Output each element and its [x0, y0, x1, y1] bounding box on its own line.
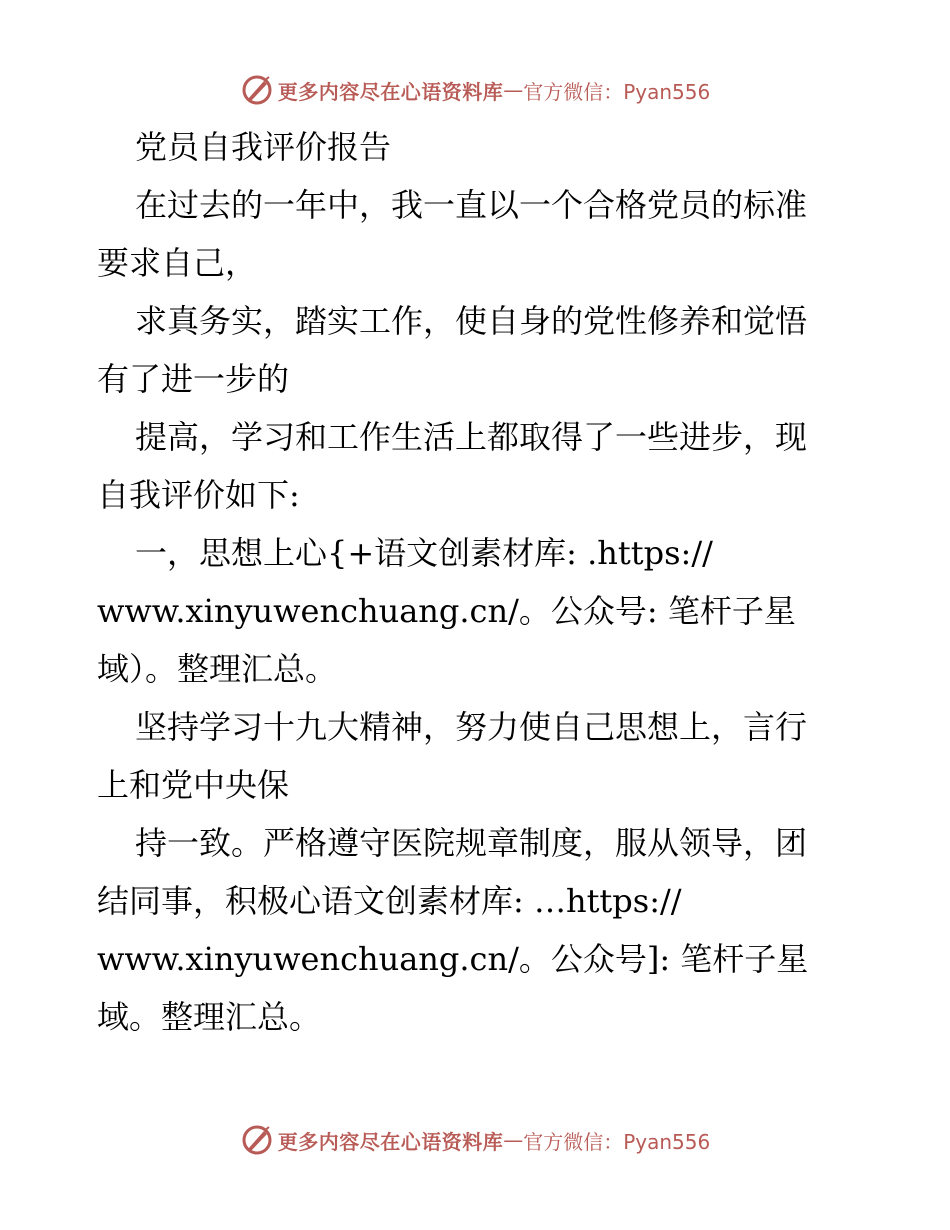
document-line: 在过去的一年中，我一直以一个合格党员的标准: [135, 186, 808, 224]
header-banner: [0, 70, 950, 110]
document-line: 一，思想上心{+语文创素材库: .https://: [135, 534, 713, 572]
document-line: www.xinyuwenchuang.cn/。公众号]: 笔杆子星: [97, 940, 809, 978]
document-line: 求真务实，踏实工作，使自身的党性修养和觉悟: [135, 302, 808, 340]
banner-wechat: 官方微信：Pyan556: [523, 1129, 711, 1154]
document-line: 要求自己，: [97, 244, 258, 282]
document-line: 自我评价如下:: [97, 476, 300, 514]
banner-separator: —: [503, 78, 524, 102]
document-line: 有了进一步的: [97, 360, 290, 398]
banner-separator: —: [503, 1128, 524, 1152]
banner-text: 更多内容尽在心语资料库: [277, 1129, 504, 1154]
document-line: 结同事，积极心语文创素材库: …https://: [97, 882, 682, 920]
document-line: 上和党中央保: [97, 766, 290, 804]
document-line: 坚持学习十九大精神，努力使自己思想上，言行: [135, 708, 808, 746]
document-body: [97, 118, 857, 1046]
document-line: 提高，学习和工作生活上都取得了一些进步，现: [135, 418, 808, 456]
quill-pen-icon: [240, 73, 274, 107]
document-line: 域）。整理汇总。: [97, 650, 338, 688]
document-line: 域。整理汇总。: [97, 998, 322, 1036]
banner-text: 更多内容尽在心语资料库: [277, 79, 504, 104]
document-title: 党员自我评价报告: [135, 128, 392, 166]
document-lines: [97, 176, 857, 1046]
document-line: 持一致。严格遵守医院规章制度，服从领导，团: [135, 824, 808, 862]
document-line: www.xinyuwenchuang.cn/。公众号: 笔杆子星: [97, 592, 796, 630]
footer-banner: [0, 1120, 950, 1160]
quill-pen-icon: [240, 1123, 274, 1157]
banner-wechat: 官方微信：Pyan556: [523, 79, 711, 104]
